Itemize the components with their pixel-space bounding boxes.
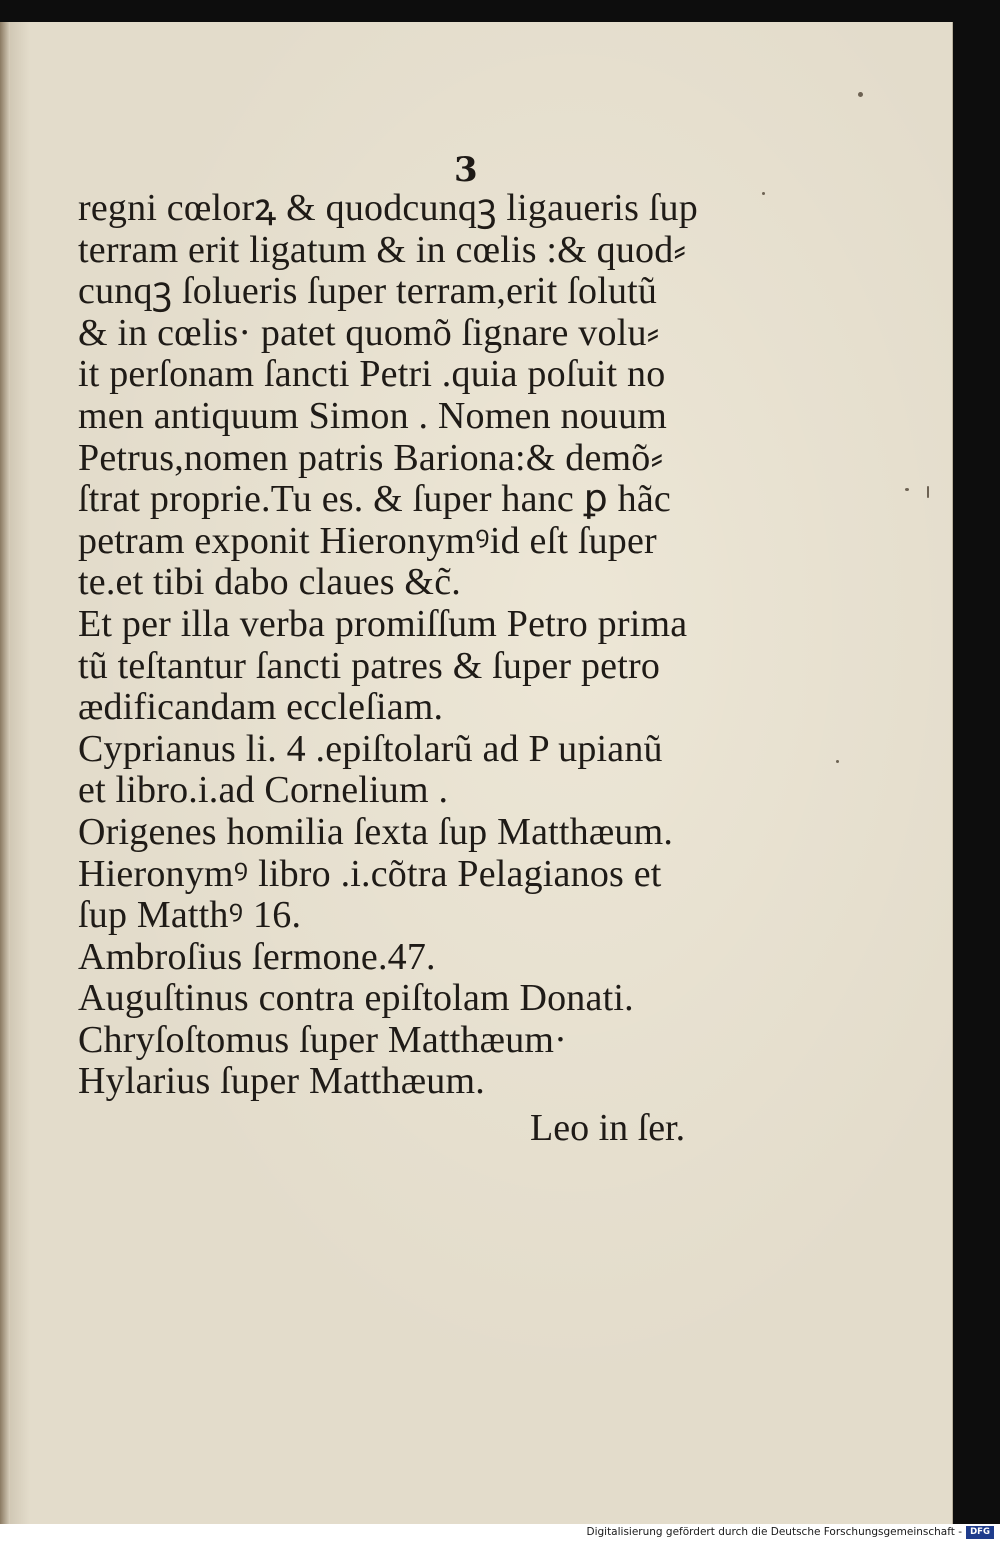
text-line: Petrus,nomen patris Bariona:& demõ⸗ [78,436,664,479]
main-text-block [78,188,778,1103]
text-line: regni cœlorꝝ & quodcunqꝫ ligaueris ſup [78,187,698,229]
text-line: cunqꝫ ſolueris ſuper terram,erit ſolutũ [78,270,658,313]
dfg-logo: DFG [966,1526,994,1539]
text-line: & in cœlis· patet quomõ ſignare volu⸗ [78,311,660,354]
text-line: ædificandam eccleſiam. [78,686,444,729]
text-line: Hylarius ſuper Matthæum. [78,1060,485,1103]
paper-speck [858,92,863,97]
text-line: ſup Matthꝰ 16. [78,894,302,937]
paper-speck [836,760,839,763]
text-line: Cyprianus li. 4 .epiſtolarũ ad P upianũ [78,727,663,770]
text-line: terram erit ligatum & in cœlis :& quod⸗ [78,228,687,271]
text-line: ſtrat proprie.Tu es. & ſuper hanc ꝑ hãc [78,478,671,521]
text-line: et libro.i.ad Cornelium . [78,769,449,812]
text-line: Auguſtinus contra epiſtolam Donati. [78,977,634,1020]
text-line: Hieronymꝰ libro .i.cõtra Pelagianos et [78,852,662,895]
text-line: Ambroſius ſermone.47. [78,935,436,978]
text-line: te.et tibi dabo claues &c̃. [78,561,461,604]
text-line: men antiquum Simon . Nomen nouum [78,394,668,437]
catchword: Leo in ſer. [530,1107,686,1149]
paper-speck [927,486,929,498]
folio-number: 3 [454,150,478,190]
text-line: Chryſoſtomus ſuper Matthæum· [78,1018,568,1061]
paper-speck [905,488,909,491]
page-gutter-shadow [0,22,10,1524]
text-line: tũ teſtantur ſancti patres & ſuper petro [78,644,661,687]
text-line: Origenes homilia ſexta ſup Matthæum. [78,810,674,853]
text-line: it perſonam ſancti Petri .quia poſuit no [78,353,666,396]
text-line: Et per illa verba promiſſum Petro prima [78,602,688,645]
digitization-credit: Digitalisierung gefördert durch die Deutsche Forschungsgemeinschaft - [586,1526,962,1538]
text-line: petram exponit Hieronymꝰid eſt ſuper [78,519,657,562]
